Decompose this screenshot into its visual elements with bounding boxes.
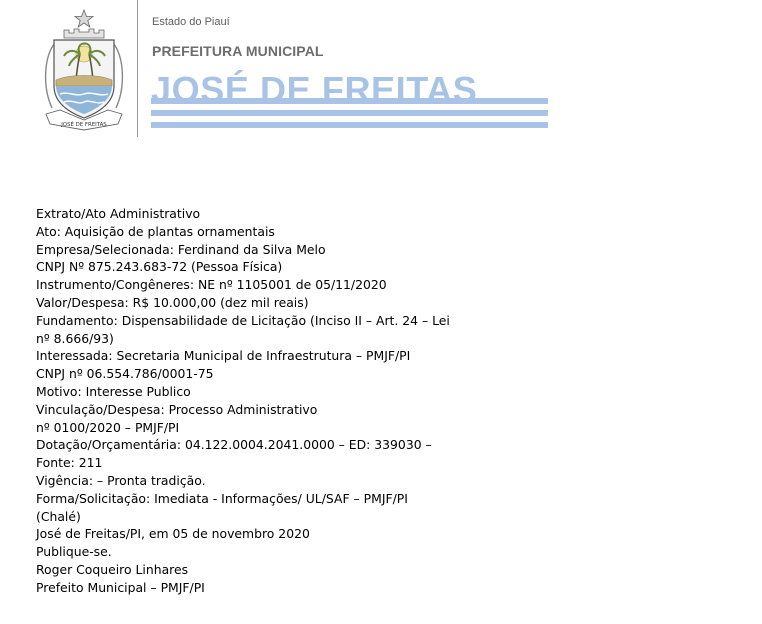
- document-line: Interessada: Secretaria Municipal de Infraestrutura – PMJF/PI: [36, 348, 411, 364]
- document-line: (Chalé): [36, 508, 81, 524]
- document-line: Publique-se.: [36, 544, 112, 560]
- document-line: CNPJ Nº 875.243.683-72 (Pessoa Física): [36, 259, 283, 275]
- crest-star-icon: [75, 10, 93, 27]
- municipal-coat-of-arms: [36, 8, 132, 132]
- crest-crown: [64, 29, 104, 38]
- header-stripe: [151, 110, 548, 116]
- state-name: Estado do Piauí: [152, 16, 230, 28]
- crest-land: [56, 76, 112, 87]
- crest-water: [56, 86, 112, 114]
- document-line: CNPJ nº 06.554.786/0001-75: [36, 366, 214, 382]
- document-line: Empresa/Selecionada: Ferdinand da Silva Melo: [36, 241, 326, 257]
- document-line: nº 0100/2020 – PMJF/PI: [36, 419, 180, 435]
- document-body: [36, 205, 456, 597]
- prefeitura-label: PREFEITURA MUNICIPAL: [152, 43, 324, 59]
- crest-ribbon-text: JOSÉ DE FREITAS: [61, 122, 107, 128]
- document-line: Instrumento/Congêneres: NE nº 1105001 de 05/11/2020: [36, 277, 387, 293]
- document-line: Roger Coqueiro Linhares: [36, 561, 189, 577]
- document-line: Forma/Solicitação: Imediata - Informações/ UL/SAF – PMJF/PI: [36, 490, 408, 506]
- document-line: Fonte: 211: [36, 455, 103, 471]
- document-line: Ato: Aquisição de plantas ornamentais: [36, 223, 275, 239]
- document-line: Valor/Despesa: R$ 10.000,00 (dez mil reais): [36, 294, 309, 310]
- header-stripe: [151, 122, 548, 128]
- city-name: JOSÉ DE FREITAS: [151, 69, 478, 110]
- document-line: Vinculação/Despesa: Processo Administrativo: [36, 401, 318, 417]
- document-line: Motivo: Interesse Publico: [36, 383, 191, 399]
- document-line: Prefeito Municipal – PMJF/PI: [36, 579, 205, 595]
- header-divider: [137, 0, 138, 137]
- document-line: Vigência: – Pronta tradição.: [36, 472, 206, 488]
- document-line: nº 8.666/93): [36, 330, 114, 346]
- document-line: Fundamento: Dispensabilidade de Licitação (Inciso II – Art. 24 – Lei: [36, 312, 450, 328]
- document-line: Extrato/Ato Administrativo: [36, 206, 201, 221]
- document-line: Dotação/Orçamentária: 04.122.0004.2041.0000 – ED: 339030 –: [36, 437, 432, 453]
- document-line: José de Freitas/PI, em 05 de novembro 2020: [36, 526, 310, 542]
